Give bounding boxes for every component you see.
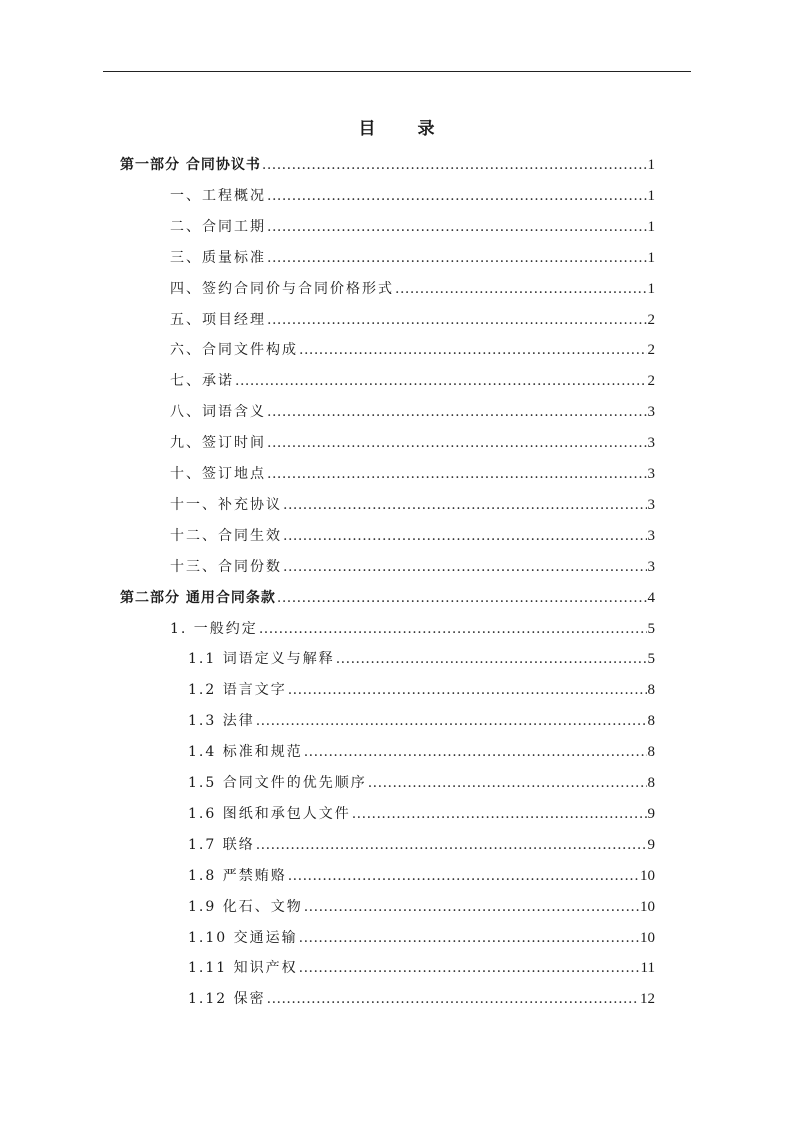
toc-entry[interactable] bbox=[170, 370, 655, 392]
toc-entry-page-number: 8 bbox=[647, 744, 655, 761]
toc-entry-page-number: 1 bbox=[647, 280, 655, 297]
toc-dot-leader bbox=[336, 648, 647, 670]
toc-entry[interactable] bbox=[170, 463, 655, 485]
toc-entry[interactable] bbox=[188, 834, 655, 856]
toc-dot-leader bbox=[267, 185, 647, 207]
header-rule bbox=[103, 71, 691, 72]
toc-entry[interactable] bbox=[170, 618, 655, 640]
toc-dot-leader bbox=[288, 679, 647, 701]
toc-entry[interactable] bbox=[188, 865, 655, 887]
toc-entry-page-number: 12 bbox=[640, 991, 655, 1008]
toc-entry[interactable] bbox=[170, 185, 655, 207]
toc-entry-label: 十三、合同份数 bbox=[170, 558, 282, 575]
toc-entry[interactable] bbox=[170, 525, 655, 547]
toc-entry-label: 第二部分 通用合同条款 bbox=[120, 589, 276, 606]
toc-entry-page-number: 3 bbox=[647, 527, 655, 544]
toc-dot-leader bbox=[256, 834, 647, 856]
toc-entry-page-number: 5 bbox=[647, 651, 655, 668]
toc-entry-label: 1.9 化石、文物 bbox=[188, 898, 303, 915]
toc-entry-page-number: 9 bbox=[647, 836, 655, 853]
toc-dot-leader bbox=[259, 618, 647, 640]
toc-dot-leader bbox=[267, 463, 647, 485]
toc-dot-leader bbox=[283, 494, 647, 516]
toc-entry-page-number: 3 bbox=[647, 404, 655, 421]
toc-entry-label: 1.1 词语定义与解释 bbox=[188, 651, 335, 668]
toc-entry[interactable] bbox=[188, 679, 655, 701]
toc-dot-leader bbox=[267, 401, 647, 423]
toc-entry[interactable] bbox=[170, 339, 655, 361]
toc-entry-label: 1.3 法律 bbox=[188, 713, 255, 730]
toc-entry[interactable] bbox=[188, 957, 655, 979]
toc-dot-leader bbox=[235, 370, 647, 392]
toc-entry[interactable] bbox=[188, 741, 655, 763]
toc-entry-page-number: 8 bbox=[647, 713, 655, 730]
toc-entry-label: 六、合同文件构成 bbox=[170, 342, 298, 359]
toc-entry-label: 八、词语含义 bbox=[170, 404, 266, 421]
toc-title: 目 录 bbox=[358, 119, 453, 139]
toc-entry-page-number: 3 bbox=[647, 435, 655, 452]
toc-entry[interactable] bbox=[170, 247, 655, 269]
toc-entry-page-number: 2 bbox=[647, 373, 655, 390]
toc-entry-label: 十、签订地点 bbox=[170, 466, 266, 482]
toc-entry-label: 1.7 联络 bbox=[188, 836, 255, 853]
toc-entry-label: 1.8 严禁贿赂 bbox=[188, 867, 287, 884]
toc-entry-page-number: 4 bbox=[647, 589, 655, 606]
toc-entry[interactable] bbox=[188, 772, 655, 794]
toc-dot-leader bbox=[299, 339, 647, 361]
toc-entry-page-number: 3 bbox=[647, 496, 655, 513]
toc-dot-leader bbox=[299, 927, 639, 949]
toc-entry-label: 三、质量标准 bbox=[170, 249, 266, 266]
toc-entry[interactable] bbox=[170, 432, 655, 454]
toc-entry[interactable] bbox=[170, 401, 655, 423]
toc-dot-leader bbox=[304, 896, 639, 918]
toc-dot-leader bbox=[267, 309, 647, 331]
toc-dot-leader bbox=[267, 432, 647, 454]
toc-entry-page-number: 1 bbox=[647, 157, 655, 173]
toc-entry-page-number: 1 bbox=[647, 249, 655, 266]
toc-entry-page-number: 10 bbox=[640, 898, 655, 915]
toc-entry-page-number: 11 bbox=[640, 960, 655, 977]
toc-entry-label: 1.6 图纸和承包人文件 bbox=[188, 805, 351, 822]
toc-entry[interactable] bbox=[188, 896, 655, 918]
toc-entry-page-number: 2 bbox=[647, 342, 655, 359]
toc-part-entry[interactable] bbox=[120, 154, 655, 176]
toc-entry-label: 1.5 合同文件的优先顺序 bbox=[188, 775, 367, 791]
toc-entry-label: 1.10 交通运输 bbox=[188, 929, 298, 946]
toc-entry-page-number: 3 bbox=[647, 558, 655, 575]
toc-entry[interactable] bbox=[170, 556, 655, 578]
toc-entry-label: 一、工程概况 bbox=[170, 187, 266, 204]
toc-entry-label: 四、签约合同价与合同价格形式 bbox=[170, 280, 394, 297]
toc-entry-label: 1.2 语言文字 bbox=[188, 682, 287, 699]
toc-entry-label: 1.4 标准和规范 bbox=[188, 744, 303, 761]
toc-dot-leader bbox=[304, 741, 647, 763]
toc-dot-leader bbox=[368, 772, 647, 794]
toc-entry[interactable] bbox=[170, 278, 655, 300]
toc-entry-label: 十一、补充协议 bbox=[170, 496, 282, 513]
toc-entry-label: 第一部分 合同协议书 bbox=[120, 157, 261, 173]
toc-entry[interactable] bbox=[188, 648, 655, 670]
toc-entry-page-number: 3 bbox=[647, 466, 655, 482]
toc-entry-label: 七、承诺 bbox=[170, 373, 234, 390]
toc-dot-leader bbox=[256, 710, 647, 732]
toc-entry-page-number: 10 bbox=[640, 867, 655, 884]
toc-entry[interactable] bbox=[170, 494, 655, 516]
toc-entry[interactable] bbox=[170, 309, 655, 331]
toc-entry-page-number: 2 bbox=[647, 311, 655, 328]
toc-entry[interactable] bbox=[188, 710, 655, 732]
toc-entry[interactable] bbox=[188, 927, 655, 949]
toc-entry[interactable] bbox=[170, 216, 655, 238]
toc-dot-leader bbox=[262, 154, 647, 176]
toc-dot-leader bbox=[277, 587, 647, 609]
toc-entry-page-number: 9 bbox=[647, 805, 655, 822]
toc-entry-page-number: 1 bbox=[647, 187, 655, 204]
toc-dot-leader bbox=[267, 247, 647, 269]
toc-dot-leader bbox=[267, 216, 647, 238]
toc-dot-leader bbox=[395, 278, 647, 300]
toc-entry[interactable] bbox=[188, 803, 655, 825]
toc-entry-page-number: 5 bbox=[647, 620, 655, 637]
toc-entry-page-number: 1 bbox=[647, 218, 655, 235]
toc-dot-leader bbox=[299, 957, 640, 979]
toc-entry-label: 十二、合同生效 bbox=[170, 527, 282, 544]
toc-part-entry[interactable] bbox=[120, 587, 655, 609]
toc-entry-page-number: 10 bbox=[640, 929, 655, 946]
toc-entry-label: 九、签订时间 bbox=[170, 435, 266, 452]
toc-entry-page-number: 8 bbox=[647, 775, 655, 791]
toc-entry-label: 1.11 知识产权 bbox=[188, 960, 298, 977]
toc-dot-leader bbox=[283, 525, 647, 547]
toc-entry-label: 1. 一般约定 bbox=[170, 620, 258, 637]
toc-dot-leader bbox=[267, 988, 639, 1010]
toc-entry-label: 二、合同工期 bbox=[170, 218, 266, 235]
toc-entry-page-number: 8 bbox=[647, 682, 655, 699]
toc-dot-leader bbox=[288, 865, 639, 887]
toc-entry-label: 五、项目经理 bbox=[170, 311, 266, 328]
toc-entry[interactable] bbox=[188, 988, 655, 1010]
toc-entry-label: 1.12 保密 bbox=[188, 991, 266, 1008]
toc-dot-leader bbox=[352, 803, 647, 825]
toc-dot-leader bbox=[283, 556, 647, 578]
